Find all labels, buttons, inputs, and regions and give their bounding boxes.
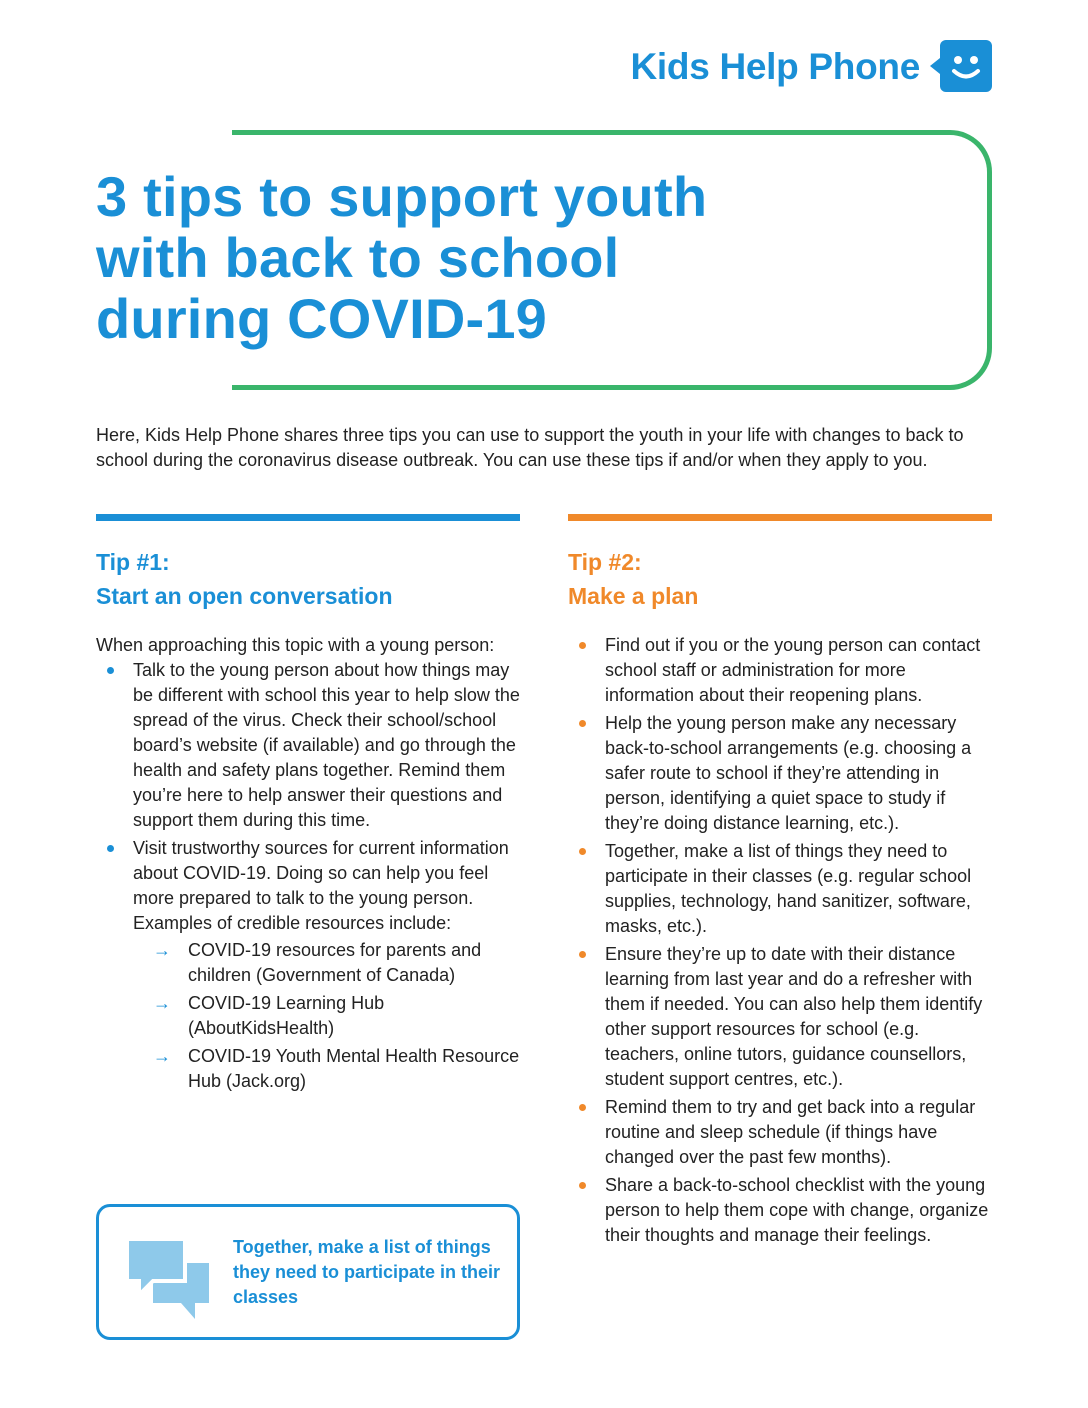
bullet-text: Remind them to try and get back into a regular routine and sleep schedule (if things have changed over the past few months). — [605, 1097, 976, 1167]
tip-1-lead: When approaching this topic with a young person: — [96, 635, 495, 655]
tip-2-divider — [568, 514, 992, 521]
resource-item — [133, 991, 520, 1041]
tip-2-section — [568, 514, 992, 1251]
list-item — [96, 836, 520, 1094]
tip-1-bullet-list — [96, 658, 520, 1094]
list-item — [568, 633, 992, 708]
bullet-text: Find out if you or the young person can contact school staff or administration for more information about their reopening plans. — [605, 635, 981, 705]
resource-link[interactable]: COVID-19 resources for parents and children (Government of Canada) — [188, 940, 482, 985]
chat-bubbles-icon — [123, 1233, 215, 1323]
tip-2-bullet-list — [568, 633, 992, 1248]
list-item — [568, 839, 992, 939]
list-item — [568, 1095, 992, 1170]
bullet-dot-icon — [579, 1104, 586, 1111]
bullet-text: Talk to the young person about how things may be different with school this year to help slow the spread of the virus. Check their school/school board’s website (if available) and go through the health and safety plans together. Remind them you’re here to help answer their questions and support them during this time. — [133, 660, 520, 830]
tip-2-number: Tip #2: — [568, 549, 642, 575]
resource-link[interactable]: COVID-19 Youth Mental Health Resource Hub (Jack.org) — [188, 1046, 520, 1091]
bullet-dot-icon — [579, 1182, 586, 1189]
title-line: with back to school — [96, 226, 620, 289]
bullet-dot-icon — [579, 642, 586, 649]
tip-1-title: Start an open conversation — [96, 583, 393, 609]
list-item — [568, 942, 992, 1092]
bullet-text: Together, make a list of things they need to participate in their classes (e.g. regular school supplies, technology, hand sanitizer, software, masks, etc.). — [605, 841, 972, 936]
bullet-text: Visit trustworthy sources for current information about COVID-19. Doing so can help you feel more prepared to talk to the young person. Examples of credible resources include: — [133, 838, 509, 933]
title-line: 3 tips to support youth — [96, 165, 708, 228]
tip-1-divider — [96, 514, 520, 521]
title-line: during COVID-19 — [96, 287, 548, 350]
resource-item — [133, 1044, 520, 1094]
callout-text: Together, make a list of things they need to participate in their classes — [233, 1237, 501, 1307]
logo-text: Kids Help Phone — [630, 46, 920, 87]
tip-2-heading — [568, 545, 992, 613]
bullet-dot-icon — [579, 951, 586, 958]
tip-1-section — [96, 514, 520, 1097]
list-item — [568, 711, 992, 836]
page-title — [96, 166, 816, 349]
resource-item — [133, 938, 520, 988]
resource-list — [133, 938, 520, 1094]
bullet-dot-icon — [579, 848, 586, 855]
bullet-text: Ensure they’re up to date with their distance learning from last year and do a refresher with them if needed. You can also help them identify other support resources for school (e.g. teachers, online tutors, guidance counsellors, student support centres, etc.). — [605, 944, 983, 1089]
bullet-text: Help the young person make any necessary back-to-school arrangements (e.g. choosing a safer route to school if they’re attending in person, identifying a quiet space to study if they’re doing distance learning, etc.). — [605, 713, 972, 833]
list-item — [568, 1173, 992, 1248]
list-item — [96, 658, 520, 833]
callout-box — [96, 1204, 520, 1340]
arrow-right-icon: → — [153, 940, 171, 960]
bullet-dot-icon — [107, 845, 114, 852]
arrow-right-icon: → — [153, 993, 171, 1013]
bullet-text: Share a back-to-school checklist with the young person to help them cope with change, organize their thoughts and manage their feelings. — [605, 1175, 989, 1245]
arrow-right-icon: → — [153, 1046, 171, 1066]
bullet-dot-icon — [107, 667, 114, 674]
tip-1-heading — [96, 545, 520, 613]
smiley-chat-icon — [930, 40, 992, 94]
bullet-dot-icon — [579, 720, 586, 727]
tip-1-number: Tip #1: — [96, 549, 170, 575]
resource-link[interactable]: COVID-19 Learning Hub (AboutKidsHealth) — [188, 993, 385, 1038]
tip-2-title: Make a plan — [568, 583, 699, 609]
kids-help-phone-logo — [631, 40, 992, 94]
intro-paragraph: Here, Kids Help Phone shares three tips you can use to support the youth in your life with changes to back to school during the coronavirus disease outbreak. You can use these tips if and/or when they apply to you. — [96, 425, 964, 470]
